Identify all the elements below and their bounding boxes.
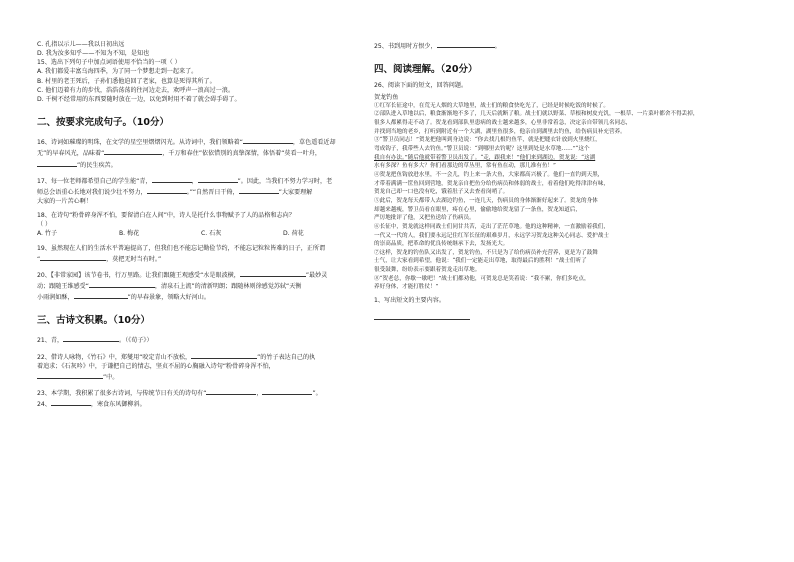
section-3-heading: 三、古诗文积累。（10分） (37, 315, 150, 327)
passage-line: ⑤此后，贺龙每天都带人去湖边钓鱼，一连几天，伤病员的身体渐渐好起来了。贺龙的身体 (374, 197, 598, 204)
passage-line: ①红军长征途中，在荒无人烟的大草地里，战士们的粮食快吃光了，已经是时候吃饭的时候了。 (374, 102, 609, 109)
question-23 (37, 387, 387, 398)
question-16-text-1b: ，草色遥看近却 (292, 139, 336, 147)
question-24 (37, 398, 387, 409)
comma: ， (256, 390, 263, 398)
question-22-text-1: 22、借诗人咏物，《竹石》中，郑燮用“咬定青山不放松， (37, 353, 192, 361)
question-16-line-2 (37, 147, 387, 158)
answer-blank[interactable] (147, 186, 187, 194)
section-4-heading: 四、阅读理解。（20分） (374, 64, 478, 76)
passage-line: 养好身体，才能打胜仗！” (374, 284, 439, 291)
passage-line: ⑦这样，贺龙的钓鱼队又出发了，贺龙钓鱼，不只是为了给伤病员补充营养，更是为了鼓舞 (374, 249, 598, 256)
question-16-line-1 (37, 136, 387, 147)
question-26: 26、阅读下面的短文，回答问题。 (374, 82, 468, 90)
answer-blank[interactable] (243, 136, 293, 144)
passage-line: 很多人都累得走不动了。贺龙看到部队里患病的战士越来越多，心里非常着急，决定亲自带领几名同志， (374, 119, 632, 126)
question-19-line-2 (37, 253, 387, 264)
question-22-line-1 (37, 351, 387, 362)
question-18-options (37, 229, 387, 238)
option-c-line: C. 孔指以示儿——我以日初出远 (37, 41, 125, 48)
question-17-text-1: 17、每一位老师都希望自己的学生能“青， (37, 177, 152, 185)
passage-line: 却越来越瘦，警卫员看在眼里，疼在心里，偷偷地给贺龙留了一条鱼，贺龙知道后， (374, 206, 581, 213)
passage-line: ⑥长征中，贺龙就这样同战士们同甘共苦，走出了茫茫草地。他的这种精神，一直激励着我们， (374, 223, 609, 230)
question-20-text-1b: ”最妙灵 (305, 271, 328, 279)
answer-blank[interactable] (198, 175, 238, 183)
passage-line: 才带着满满一筐鱼回到营地，贺龙亲自把鱼分给伤病员和体弱的战士，看着他们吃得津津有味， (374, 180, 609, 187)
answer-blank[interactable] (206, 387, 256, 395)
answer-blank[interactable] (89, 280, 155, 288)
question-20-line-2 (37, 280, 387, 291)
comma: ， (191, 177, 198, 185)
question-18-paren: （ ） (37, 221, 52, 229)
passage-line: ④贺龙把鱼钩放进水里，不一会儿，钓上来一条大鱼，大家都高兴极了。他们一直钓到天黑， (374, 171, 604, 178)
question-25-text: 25、书到用时方恨少， (374, 43, 437, 50)
question-21-source: 。（《荀子》） (119, 337, 153, 345)
passage-line: ②部队进入草地以后，粮食渐渐地不多了，几天后就断了粮。战士们就以野菜、草根和树皮充饥，一根草、一片菜叶都舍不得丢掉， (374, 111, 699, 118)
question-18-option-d[interactable]: D. 荷花 (283, 230, 304, 238)
question-16-text-2: 无”的早春风光，品味着“ (37, 150, 105, 158)
answer-blank[interactable] (104, 147, 162, 155)
option-d-line: D. 我为汝多知乎——不知为不知，是知也 (37, 50, 150, 58)
answer-blank[interactable] (40, 253, 106, 261)
passage-line: 很受鼓舞，纷纷表示要跟着贺龙走出草地。 (374, 267, 481, 274)
answer-blank[interactable] (262, 387, 312, 395)
question-15-option-d: D. 千树不经常用的东西要随时放在一边，以免到时用不着了就会碍手碍了。 (37, 95, 241, 103)
question-18-option-c[interactable]: C. 石灰 (201, 230, 222, 238)
question-19-text-2: ，莫把无时当有时。” (106, 255, 162, 263)
question-17-text-2: 师总会语重心长地对我们说少壮不努力， (37, 188, 147, 196)
question-15-option-c: C. 他们迈着有力的步伐，浩浩荡荡的往河边走去，欢呼声一浪高过一浪。 (37, 86, 235, 94)
period: 。 (494, 43, 501, 50)
answer-line[interactable] (374, 313, 470, 320)
answer-blank[interactable] (240, 269, 306, 277)
question-21 (37, 334, 387, 345)
question-22-text-1b: ”的竹子表达自己的执 (257, 353, 316, 361)
question-18-option-a[interactable]: A. 竹子 (37, 230, 58, 238)
answer-blank[interactable] (239, 186, 279, 194)
question-18-option-b[interactable]: B. 梅花 (119, 230, 140, 238)
answer-blank[interactable] (37, 159, 77, 167)
question-17-text-2b: 。”“自然晋日干倚， (186, 188, 239, 196)
answer-blank[interactable] (37, 371, 103, 379)
section-2-heading: 二、按要求完成句子。（10分） (37, 116, 169, 128)
question-20-text-3b: ”的早春景象，领略大好河山。 (127, 294, 210, 302)
question-20-text-3: 小雨润如酥， (37, 294, 74, 302)
question-20-text-2: 动；跟随王维感受“ (37, 282, 89, 290)
question-20-text-2b: ，清泉石上流”的清新明朗；跟随林则徐感觉苏轼“天衡 (154, 282, 302, 290)
answer-blank[interactable] (437, 40, 495, 48)
question-16-text-1: 16、诗词如璀璨的明珠，在文学的星空里熠熠闪光。从诗词中，我们领略着“ (37, 139, 243, 147)
answer-blank[interactable] (152, 175, 192, 183)
question-19-line-1: 19、虽然现在人们的生活水平普遍提高了，但我们也不能忘记勤俭节约，不能忘记粒粒皆难的日子，正所谓 (37, 244, 326, 252)
reading-question-1: 1、写出短文的主要内容。 (374, 297, 445, 305)
passage-line: 水有多深？鱼有多大？你们看那边的草丛里，常有鱼在动，那儿准有鱼！” (374, 163, 556, 170)
passage-line: ③“警卫员同志！”贺龙把他叫到身边说：“你去找几根钓鱼竿，就是把缝衣针放到火里烧红， (374, 137, 601, 144)
question-23-text: 23、本学期，我积累了很多古诗词，与传统节日有关的诗句有“ (37, 390, 207, 398)
passage-line: 贺龙自己却一口也没有吃，饿着肚子又去查看岗哨了。 (374, 189, 509, 196)
question-24-num: 24、 (37, 401, 51, 409)
passage-line: 一代又一代的人，我们要永远记住红军长征的艰难岁月，永远学习贺龙这种关心同志、爱护战士 (374, 232, 609, 239)
question-18: 18、在诗句“粉骨碎身浑不怕，要留清白在人间”中，诗人是托什么事物赋予了人的品格和志向？ (37, 212, 295, 220)
question-24-text: ，寒食东风御柳斜。 (90, 401, 146, 409)
question-17-line-1 (37, 175, 387, 186)
passage-line: 弯成钩子，我带些人去钓鱼。”警卫员说：“到哪里去钓呢？这里到处是水草地……”“这个 (374, 145, 590, 152)
question-16-line-3 (37, 159, 387, 170)
answer-blank[interactable] (51, 398, 91, 406)
question-16-text-3: ”的民生疾苦。 (77, 161, 117, 169)
question-22-line-2: 着追求；《石灰吟》中，于谦把自己的情志，坚贞不屈的心胸融入诗句“粉骨碎身浑不怕， (37, 362, 275, 370)
question-17-text-2c: ”大家要理解 (278, 188, 313, 196)
question-20-line-1 (37, 269, 387, 280)
question-22-text-3: ”中。 (103, 373, 119, 381)
quote-end: ”。 (312, 390, 322, 398)
passage-line: 我自有办法。”随后他就带着警卫员出发了。“走，跟我来！”他们来到湖边，贺龙说：“这湖 (374, 154, 596, 161)
left-column (37, 40, 387, 409)
question-16-text-2b: ，千万和春住”依依惜别的真挚深情，体悟着“莫看一叶舟， (162, 150, 321, 158)
passage-line: ⑧“贺老总，你歇一歇吧！”战士们都劝他，可贺龙总是笑着说：“我不累，你们多吃点， (374, 275, 590, 282)
question-15-option-a: A. 我们都爱丰富乌海四季，为了同一个梦想走到一起来了。 (37, 68, 198, 76)
right-column (374, 40, 756, 320)
question-21-text: 21、青， (37, 337, 64, 345)
question-15-option-b: B. 村里的老王死后，子孙们悉他迫回了老家，也算是死得其所了。 (37, 77, 216, 85)
question-20-line-3 (37, 291, 387, 302)
question-17-line-2 (37, 186, 387, 197)
quote-mark: “ (37, 255, 41, 263)
passage-line: 并找到当地的老乡，打听到附近有一个大湖，湖里鱼很多，他亲自到湖里去钓鱼，给伤病员补充营养。 (374, 128, 626, 135)
question-20-text-1: 20、【非常家园】该节卷书，行万里路。让我们跟随王观感受“水是眼波横， (37, 271, 240, 279)
answer-blank[interactable] (63, 334, 119, 342)
passage-line: 的崇高品质，把革命的优良传统继承下去，发扬光大。 (374, 241, 509, 248)
passage-title: 贺龙钓鱼 (374, 93, 399, 101)
question-17-line-3: 大家的一片苦心啊！ (37, 197, 92, 205)
question-22-line-3 (37, 371, 387, 382)
question-15: 15、选出下列句子中加点词语使用不恰当的一项（ ） (37, 59, 181, 67)
passage-line: 士气，让大家看到希望，他说：“我们一定能走出草地，取得最后的胜利！”战士们听了 (374, 258, 587, 265)
answer-blank[interactable] (74, 291, 128, 299)
passage-line: 严厉地批评了他，又把鱼送给了伤病员。 (374, 215, 475, 222)
question-17-text-1b: ”。因此，当我们不努力学习时，老 (237, 177, 333, 185)
question-25 (374, 40, 756, 51)
answer-blank[interactable] (191, 351, 257, 359)
reading-passage (374, 102, 756, 292)
